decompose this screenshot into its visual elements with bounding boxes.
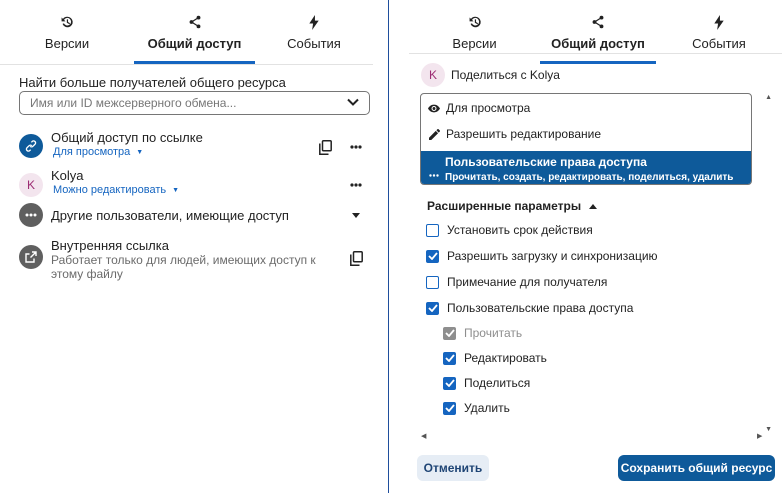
right-share-editor-panel — [409, 0, 782, 493]
avatar-letter: K — [428, 68, 437, 82]
user-share-menu-button[interactable] — [346, 175, 366, 195]
scroll-up-arrow[interactable]: ▲ — [765, 94, 772, 101]
pane-divider — [388, 0, 389, 493]
pencil-icon — [428, 128, 440, 140]
checkmark-icon — [445, 329, 455, 337]
avatar — [19, 173, 43, 197]
checkbox[interactable] — [426, 302, 439, 315]
link-share-menu-button[interactable] — [346, 137, 366, 157]
avatar — [421, 63, 445, 87]
option-note-to-recipient[interactable] — [426, 275, 607, 289]
expand-others-button[interactable] — [346, 205, 366, 225]
checkmark-icon — [428, 304, 438, 312]
caret-up-icon — [589, 204, 597, 209]
checkmark-icon — [428, 252, 438, 260]
scroll-left-arrow[interactable]: ◀ — [421, 433, 427, 440]
copy-icon — [319, 140, 332, 155]
permission-dropdown[interactable] — [420, 93, 752, 185]
checkmark-icon — [445, 404, 455, 412]
checkbox-label: Поделиться — [464, 376, 531, 390]
share-icon — [188, 14, 202, 30]
internal-link-title: Внутренняя ссылка — [51, 238, 169, 253]
checkbox[interactable] — [443, 402, 456, 415]
ellipsis-icon — [428, 169, 440, 181]
tab-sharing[interactable] — [540, 0, 656, 64]
option-label: Для просмотра — [446, 101, 531, 115]
checkbox-label: Разрешить загрузку и синхронизацию — [447, 249, 658, 263]
checkbox — [443, 327, 456, 340]
caret-down-icon: ▼ — [136, 148, 144, 156]
cancel-button[interactable]: Отменить — [417, 455, 489, 481]
checkbox-label: Удалить — [464, 401, 510, 415]
user-permission-dropdown[interactable] — [53, 184, 179, 196]
others-with-access-row[interactable] — [19, 203, 370, 229]
option-allow-edit[interactable] — [421, 121, 751, 147]
checkmark-icon — [445, 354, 455, 362]
tab-sharing[interactable] — [134, 0, 255, 64]
search-input[interactable] — [30, 96, 369, 110]
tab-label: Версии — [44, 36, 90, 51]
scroll-right-arrow[interactable]: ▶ — [757, 433, 763, 440]
share-recipient — [421, 63, 560, 87]
checkmark-icon — [445, 379, 455, 387]
checkbox[interactable] — [426, 276, 439, 289]
chevron-down-icon[interactable] — [347, 98, 359, 106]
tab-bar — [409, 0, 782, 64]
checkbox[interactable] — [443, 377, 456, 390]
checkbox[interactable] — [426, 250, 439, 263]
link-permission-label: Для просмотра — [53, 146, 131, 158]
internal-link-row — [19, 238, 370, 284]
tab-label: События — [287, 36, 341, 51]
checkbox-label: Редактировать — [464, 351, 547, 365]
option-allow-download-sync[interactable] — [426, 249, 658, 263]
more-dots-icon — [350, 145, 362, 149]
option-view-only[interactable] — [421, 95, 751, 121]
tab-label: Общий доступ — [551, 36, 645, 51]
tab-label: События — [692, 36, 746, 51]
caret-down-icon — [352, 213, 360, 218]
recipient-label: Поделиться с Kolya — [451, 68, 560, 82]
scroll-down-arrow[interactable]: ▼ — [765, 426, 772, 433]
tab-label: Версии — [452, 36, 497, 51]
history-icon — [60, 14, 74, 30]
history-icon — [468, 14, 482, 30]
option-set-expiration[interactable] — [426, 223, 593, 237]
more-dots-icon — [350, 183, 362, 187]
ellipsis-icon — [19, 203, 43, 227]
link-permission-dropdown[interactable] — [53, 146, 143, 158]
permission-delete[interactable] — [443, 401, 510, 415]
permission-edit[interactable] — [443, 351, 547, 365]
link-share-row — [19, 130, 370, 162]
option-label: Разрешить редактирование — [446, 127, 602, 141]
tab-activity[interactable] — [255, 0, 373, 64]
option-custom-permissions[interactable] — [421, 151, 751, 185]
permission-read — [443, 326, 522, 340]
checkbox-label: Примечание для получателя — [447, 275, 608, 289]
search-label: Найти больше получателей общего ресурса — [19, 75, 286, 90]
advanced-settings-toggle[interactable] — [427, 199, 597, 213]
option-label: Пользовательские права доступа — [445, 154, 647, 169]
others-title: Другие пользователи, имеющие доступ — [51, 208, 289, 223]
user-share-row — [19, 168, 370, 200]
internal-link-description: Работает только для людей, имеющих доступ к этому файлу — [51, 253, 316, 281]
advanced-settings-label: Расширенные параметры — [427, 199, 582, 213]
save-share-button[interactable]: Сохранить общий ресурс — [618, 455, 775, 481]
option-custom-permissions[interactable] — [426, 301, 633, 315]
user-share-name: Kolya — [51, 168, 84, 183]
checkbox[interactable] — [426, 224, 439, 237]
checkbox[interactable] — [443, 352, 456, 365]
checkbox-label: Установить срок действия — [447, 223, 593, 237]
share-icon — [591, 14, 605, 30]
copy-link-button[interactable] — [315, 137, 335, 157]
tab-bar-divider — [0, 64, 373, 65]
tab-bar — [0, 0, 373, 64]
avatar-letter: K — [26, 178, 35, 192]
checkbox-label: Пользовательские права доступа — [447, 301, 634, 315]
option-description: Прочитать, создать, редактировать, поделиться, удалить — [445, 171, 734, 183]
external-link-icon — [19, 245, 43, 269]
tab-label: Общий доступ — [147, 36, 242, 51]
recipient-search[interactable] — [19, 91, 370, 115]
tab-versions[interactable] — [409, 0, 540, 64]
eye-icon — [428, 102, 440, 114]
left-sharing-panel — [0, 0, 388, 493]
link-icon — [19, 134, 43, 158]
permission-share[interactable] — [443, 376, 530, 390]
caret-down-icon: ▼ — [172, 186, 180, 194]
checkbox-label: Прочитать — [464, 326, 523, 340]
lightning-icon — [714, 14, 724, 30]
tab-versions[interactable] — [0, 0, 134, 64]
tab-activity[interactable] — [656, 0, 782, 64]
copy-internal-link-button[interactable] — [346, 248, 366, 268]
lightning-icon — [309, 14, 319, 30]
tab-bar-divider — [409, 53, 782, 54]
link-share-title: Общий доступ по ссылке — [51, 130, 203, 145]
user-permission-label: Можно редактировать — [53, 184, 167, 196]
copy-icon — [350, 251, 363, 266]
